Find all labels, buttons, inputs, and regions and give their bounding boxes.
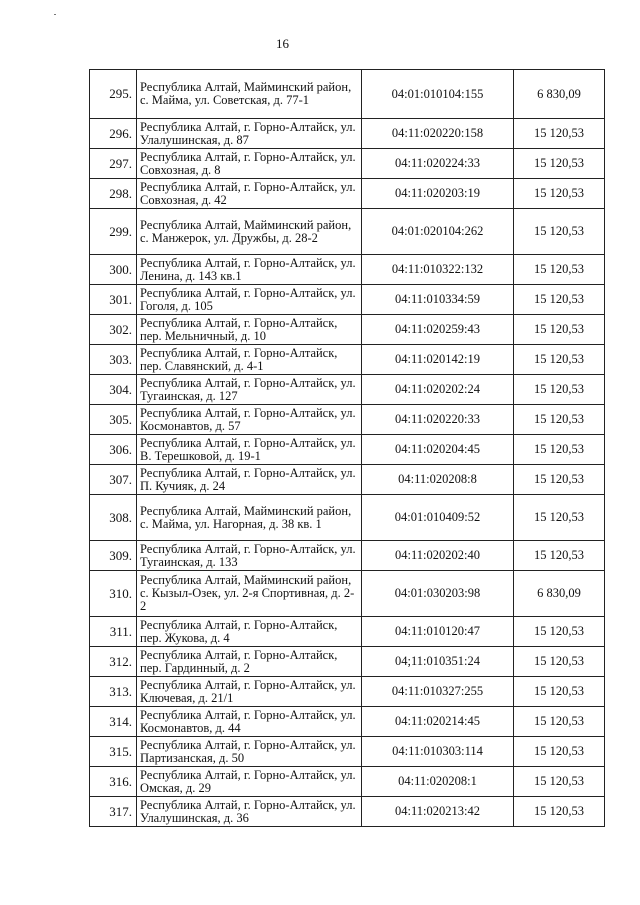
- cadastral-number-cell: 04:11:020213:42: [362, 797, 514, 827]
- amount-cell: 15 120,53: [514, 345, 605, 375]
- cadastral-number-cell: 04:11:010303:114: [362, 737, 514, 767]
- amount-cell: 15 120,53: [514, 405, 605, 435]
- table-row: [90, 465, 605, 495]
- row-number: 312.: [90, 647, 137, 677]
- address-cell: Республика Алтай, г. Горно-Алтайск, ул. Гоголя, д. 105: [137, 285, 362, 315]
- cadastral-number-cell: 04:11:010327:255: [362, 677, 514, 707]
- amount-cell: 15 120,53: [514, 119, 605, 149]
- address-cell: Республика Алтай, г. Горно-Алтайск, ул. Ленина, д. 143 кв.1: [137, 255, 362, 285]
- amount-cell: 15 120,53: [514, 541, 605, 571]
- cadastral-number-cell: 04:11:020259:43: [362, 315, 514, 345]
- row-number: 313.: [90, 677, 137, 707]
- row-number: 305.: [90, 405, 137, 435]
- amount-cell: 15 120,53: [514, 255, 605, 285]
- table-row: [90, 797, 605, 827]
- row-number: 297.: [90, 149, 137, 179]
- address-cell: Республика Алтай, г. Горно-Алтайск, ул. Улалушинская, д. 87: [137, 119, 362, 149]
- row-number: 309.: [90, 541, 137, 571]
- cadastral-number-cell: 04:11:010322:132: [362, 255, 514, 285]
- amount-cell: 15 120,53: [514, 767, 605, 797]
- address-cell: Республика Алтай, г. Горно-Алтайск, ул. Тугаинская, д. 133: [137, 541, 362, 571]
- address-cell: Республика Алтай, г. Горно-Алтайск, пер. Мельничный, д. 10: [137, 315, 362, 345]
- cadastral-number-cell: 04;11:010351:24: [362, 647, 514, 677]
- row-number: 299.: [90, 209, 137, 255]
- page-number: 16: [276, 36, 289, 51]
- cadastral-number-cell: 04:01:010409:52: [362, 495, 514, 541]
- amount-cell: 6 830,09: [514, 70, 605, 119]
- address-cell: Республика Алтай, г. Горно-Алтайск, ул. П. Кучияк, д. 24: [137, 465, 362, 495]
- property-table: [89, 69, 605, 827]
- amount-cell: 15 120,53: [514, 315, 605, 345]
- cadastral-number-cell: 04:11:010334:59: [362, 285, 514, 315]
- table-row: [90, 767, 605, 797]
- table-row: [90, 209, 605, 255]
- amount-cell: 15 120,53: [514, 707, 605, 737]
- cadastral-number-cell: 04:11:010120:47: [362, 617, 514, 647]
- table-row: [90, 541, 605, 571]
- amount-cell: 15 120,53: [514, 375, 605, 405]
- row-number: 302.: [90, 315, 137, 345]
- address-cell: Республика Алтай, г. Горно-Алтайск, ул. Омская, д. 29: [137, 767, 362, 797]
- table-row: [90, 345, 605, 375]
- cadastral-number-cell: 04:01:020104:262: [362, 209, 514, 255]
- amount-cell: 15 120,53: [514, 465, 605, 495]
- address-cell: Республика Алтай, г. Горно-Алтайск, ул. Космонавтов, д. 57: [137, 405, 362, 435]
- cadastral-number-cell: 04:11:020224:33: [362, 149, 514, 179]
- cadastral-number-cell: 04:11:020203:19: [362, 179, 514, 209]
- row-number: 300.: [90, 255, 137, 285]
- table-row: [90, 617, 605, 647]
- amount-cell: 15 120,53: [514, 737, 605, 767]
- row-number: 311.: [90, 617, 137, 647]
- cadastral-number-cell: 04:11:020202:40: [362, 541, 514, 571]
- scan-artifact: [54, 14, 56, 15]
- table-row: [90, 179, 605, 209]
- cadastral-number-cell: 04:11:020220:158: [362, 119, 514, 149]
- row-number: 303.: [90, 345, 137, 375]
- address-cell: Республика Алтай, г. Горно-Алтайск, ул. Тугаинская, д. 127: [137, 375, 362, 405]
- address-cell: Республика Алтай, Майминский район, с. Майма, ул. Советская, д. 77-1: [137, 70, 362, 119]
- address-cell: Республика Алтай, г. Горно-Алтайск, ул. Улалушинская, д. 36: [137, 797, 362, 827]
- table-row: [90, 737, 605, 767]
- row-number: 316.: [90, 767, 137, 797]
- address-cell: Республика Алтай, г. Горно-Алтайск, ул. В. Терешковой, д. 19-1: [137, 435, 362, 465]
- cadastral-number-cell: 04:11:020220:33: [362, 405, 514, 435]
- row-number: 314.: [90, 707, 137, 737]
- amount-cell: 15 120,53: [514, 179, 605, 209]
- table-row: [90, 677, 605, 707]
- cadastral-number-cell: 04:11:020208:1: [362, 767, 514, 797]
- address-cell: Республика Алтай, г. Горно-Алтайск, ул. Совхозная, д. 42: [137, 179, 362, 209]
- cadastral-number-cell: 04:01:030203:98: [362, 571, 514, 617]
- address-cell: Республика Алтай, г. Горно-Алтайск, пер. Гардинный, д. 2: [137, 647, 362, 677]
- table-row: [90, 70, 605, 119]
- cadastral-number-cell: 04:11:020214:45: [362, 707, 514, 737]
- amount-cell: 15 120,53: [514, 797, 605, 827]
- amount-cell: 15 120,53: [514, 495, 605, 541]
- amount-cell: 15 120,53: [514, 149, 605, 179]
- amount-cell: 15 120,53: [514, 435, 605, 465]
- row-number: 317.: [90, 797, 137, 827]
- row-number: 307.: [90, 465, 137, 495]
- table-row: [90, 255, 605, 285]
- address-cell: Республика Алтай, г. Горно-Алтайск, ул. Партизанская, д. 50: [137, 737, 362, 767]
- amount-cell: 15 120,53: [514, 617, 605, 647]
- address-cell: Республика Алтай, г. Горно-Алтайск, ул. Совхозная, д. 8: [137, 149, 362, 179]
- row-number: 301.: [90, 285, 137, 315]
- row-number: 308.: [90, 495, 137, 541]
- table-row: [90, 285, 605, 315]
- table-row: [90, 435, 605, 465]
- amount-cell: 15 120,53: [514, 285, 605, 315]
- row-number: 315.: [90, 737, 137, 767]
- table-row: [90, 149, 605, 179]
- table-row: [90, 375, 605, 405]
- table-row: [90, 315, 605, 345]
- row-number: 298.: [90, 179, 137, 209]
- row-number: 306.: [90, 435, 137, 465]
- table-row: [90, 571, 605, 617]
- amount-cell: 6 830,09: [514, 571, 605, 617]
- row-number: 310.: [90, 571, 137, 617]
- row-number: 296.: [90, 119, 137, 149]
- address-cell: Республика Алтай, Майминский район, с. Манжерок, ул. Дружбы, д. 28-2: [137, 209, 362, 255]
- cadastral-number-cell: 04:11:020142:19: [362, 345, 514, 375]
- cadastral-number-cell: 04:11:020208:8: [362, 465, 514, 495]
- table-row: [90, 707, 605, 737]
- amount-cell: 15 120,53: [514, 647, 605, 677]
- address-cell: Республика Алтай, г. Горно-Алтайск, пер. Жукова, д. 4: [137, 617, 362, 647]
- amount-cell: 15 120,53: [514, 677, 605, 707]
- table-row: [90, 495, 605, 541]
- address-cell: Республика Алтай, г. Горно-Алтайск, ул. Ключевая, д. 21/1: [137, 677, 362, 707]
- property-table-body: [90, 70, 605, 827]
- table-row: [90, 119, 605, 149]
- row-number: 295.: [90, 70, 137, 119]
- row-number: 304.: [90, 375, 137, 405]
- amount-cell: 15 120,53: [514, 209, 605, 255]
- table-row: [90, 647, 605, 677]
- cadastral-number-cell: 04:11:020204:45: [362, 435, 514, 465]
- address-cell: Республика Алтай, Майминский район, с. Майма, ул. Нагорная, д. 38 кв. 1: [137, 495, 362, 541]
- address-cell: Республика Алтай, Майминский район, с. Кызыл-Озек, ул. 2-я Спортивная, д. 2-2: [137, 571, 362, 617]
- address-cell: Республика Алтай, г. Горно-Алтайск, пер. Славянский, д. 4-1: [137, 345, 362, 375]
- address-cell: Республика Алтай, г. Горно-Алтайск, ул. Космонавтов, д. 44: [137, 707, 362, 737]
- cadastral-number-cell: 04:01:010104:155: [362, 70, 514, 119]
- table-row: [90, 405, 605, 435]
- cadastral-number-cell: 04:11:020202:24: [362, 375, 514, 405]
